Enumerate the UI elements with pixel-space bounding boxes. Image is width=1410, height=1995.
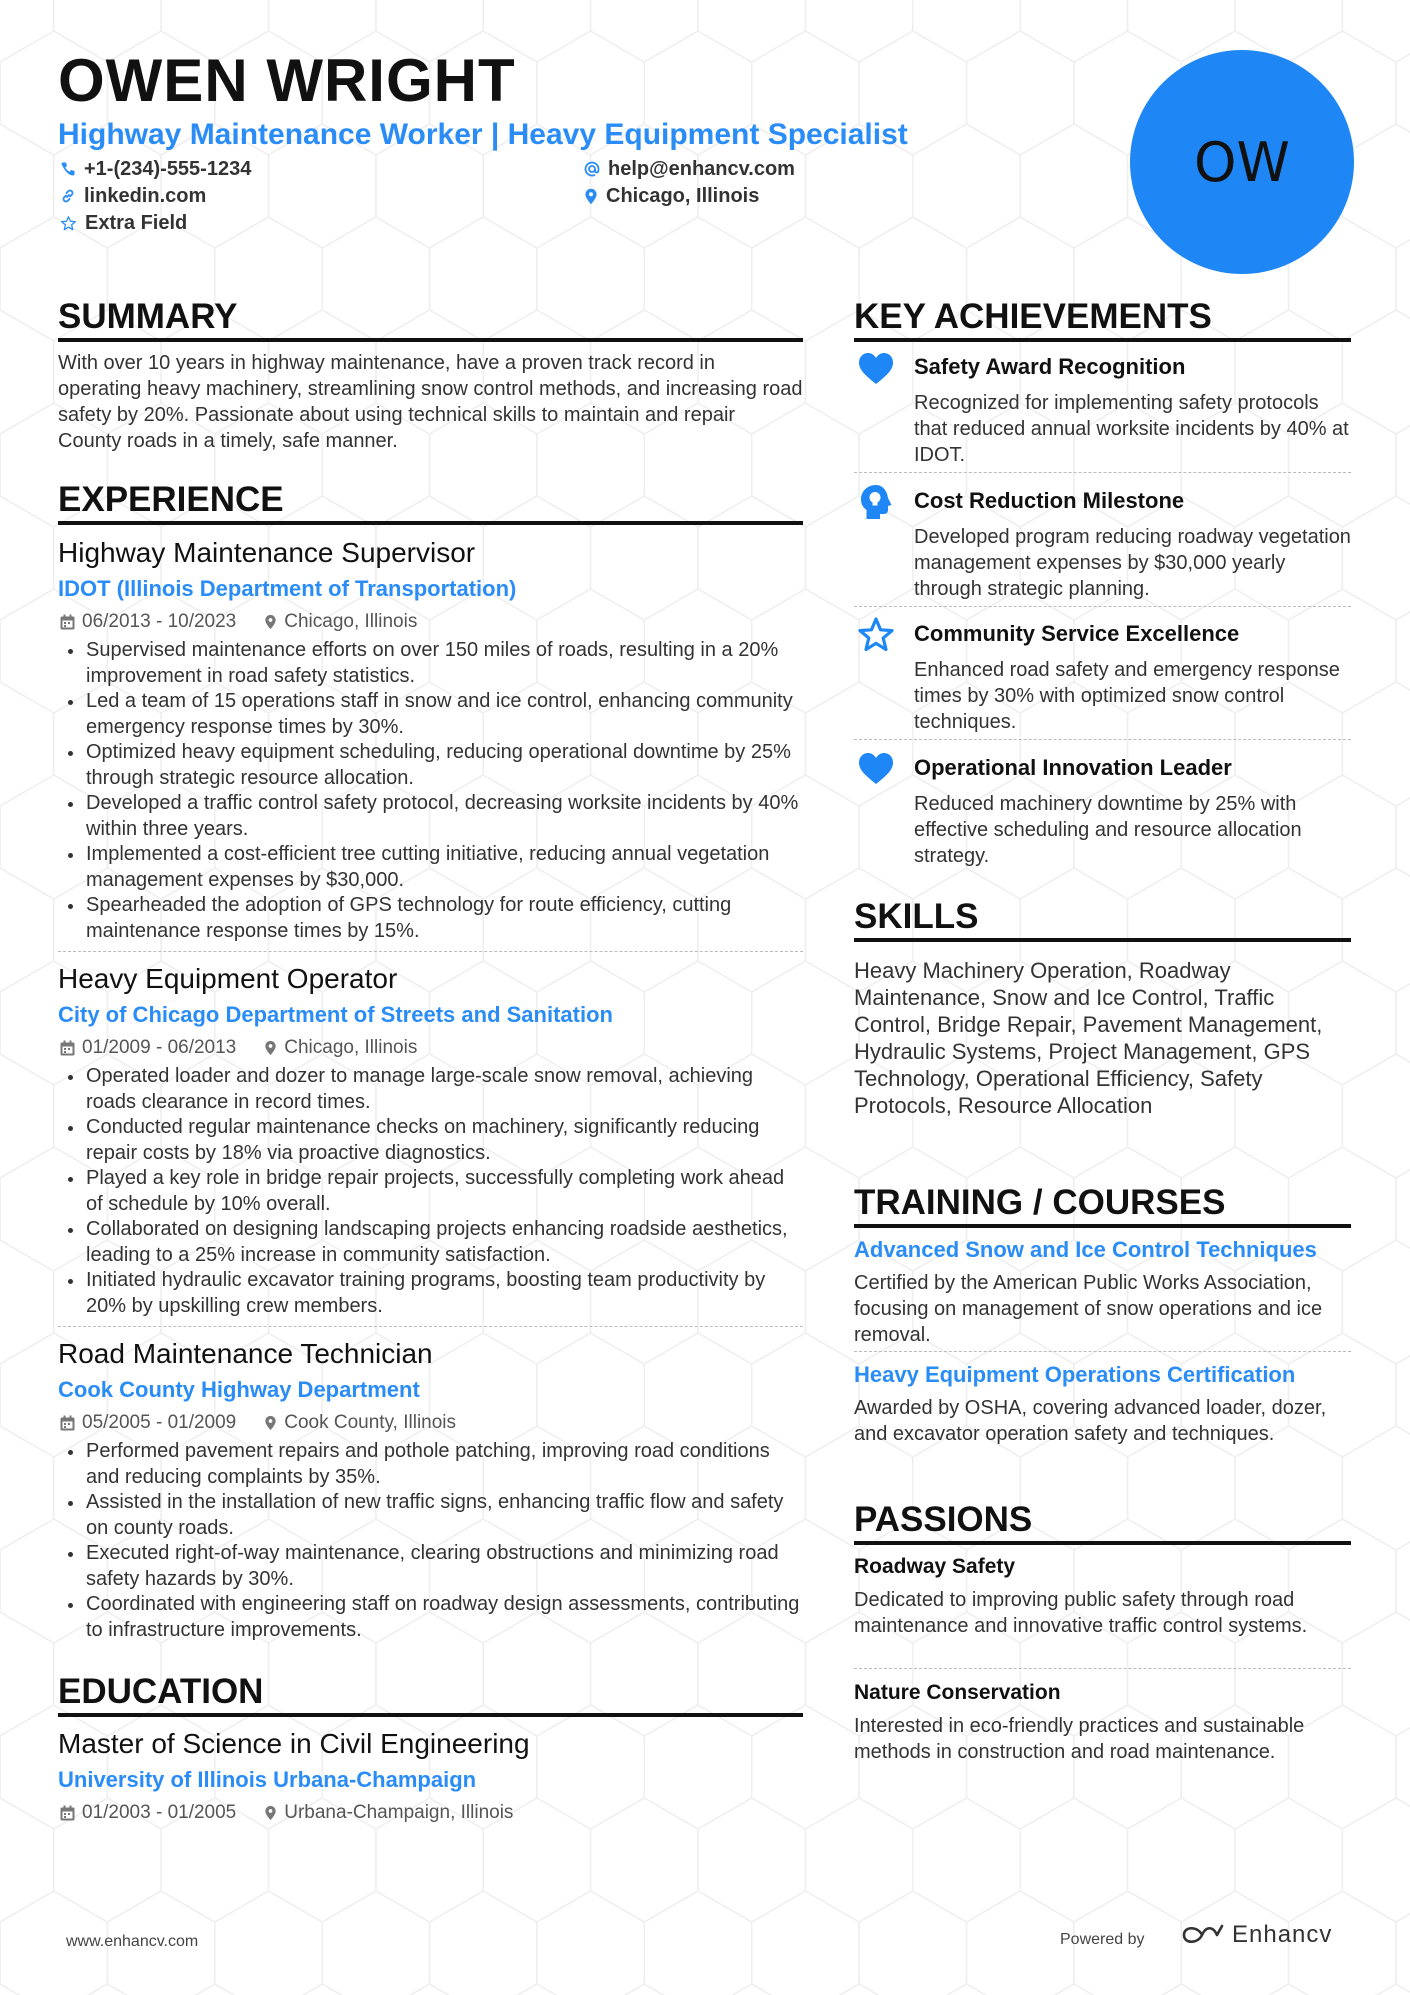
achievement-separator: [854, 472, 1351, 473]
location-pin-icon: [264, 1805, 277, 1821]
hexagon-shape: [376, 1984, 483, 1995]
hexagon-shape: [430, 217, 537, 341]
hexagon-shape: [0, 1984, 54, 1995]
education-meta: [60, 1801, 513, 1825]
training-text: Certified by the American Public Works Association, focusing on management of snow operations and ice removal.: [854, 1272, 1323, 1346]
job-bullets: [58, 638, 803, 944]
hexagon-shape: [1128, 1798, 1235, 1922]
list-item: Developed a traffic control safety protocol, decreasing worksite incidents by 40% within three years.: [58, 791, 803, 842]
hexagon-shape: [1342, 1984, 1410, 1995]
experience-heading: EXPERIENCE: [58, 480, 284, 519]
hexagon-shape: [0, 496, 54, 620]
hexagon-shape: [698, 496, 805, 620]
list-item: Led a team of 15 operations staff in snow and ice control, enhancing community emergency response times by 30%.: [58, 689, 803, 740]
education-location: [264, 1801, 513, 1825]
hexagon-shape: [591, 0, 698, 62]
hexagon-shape: [752, 217, 859, 341]
hexagon-shape: [0, 868, 54, 992]
hexagon-shape: [913, 1798, 1020, 1922]
achievements-heading: KEY ACHIEVEMENTS: [854, 297, 1212, 336]
list-item: Conducted regular maintenance checks on machinery, significantly reducing repair costs by 18% via proactive diagnostics.: [58, 1115, 803, 1166]
heart-icon: [856, 749, 896, 789]
hexagon-shape: [1342, 1240, 1410, 1364]
hexagon-shape: [1020, 1984, 1127, 1995]
list-item: Performed pavement repairs and pothole patching, improving road conditions and reducing complaints by 35%.: [58, 1439, 803, 1490]
training-title: Heavy Equipment Operations Certification: [854, 1362, 1296, 1387]
hexagon-shape: [805, 1984, 912, 1995]
experience-divider: [58, 521, 803, 525]
job-location-text: Chicago, Illinois: [284, 611, 418, 632]
contact-location: [584, 183, 759, 209]
achievement-separator: [854, 606, 1351, 607]
list-item: Supervised maintenance efforts on over 150 miles of roads, resulting in a 20% improvement in road safety statistics.: [58, 638, 803, 689]
passion-text: Dedicated to improving public safety through road maintenance and innovative traffic control systems.: [854, 1589, 1308, 1637]
footer-brand[interactable]: [1180, 1920, 1332, 1950]
location-text: Chicago, Illinois: [606, 185, 760, 207]
contact-linkedin[interactable]: [60, 183, 206, 209]
training-title: Advanced Snow and Ice Control Techniques: [854, 1237, 1317, 1262]
training-divider: [854, 1224, 1351, 1228]
avatar-initials: OW: [1194, 130, 1290, 194]
list-item: Initiated hydraulic excavator training programs, boosting team productivity by 20% by upskilling crew members.: [58, 1268, 803, 1319]
list-item: Coordinated with engineering staff on roadway design assessments, contributing to infrastructure improvements.: [58, 1592, 803, 1643]
job-bullets: [58, 1439, 803, 1643]
hexagon-shape: [591, 496, 698, 620]
job-separator: [58, 1326, 803, 1327]
education-location-text: Urbana-Champaign, Illinois: [284, 1802, 514, 1823]
linkedin-text: linkedin.com: [84, 185, 207, 207]
at-icon: [584, 161, 600, 177]
phone-text: +1-(234)-555-1234: [84, 158, 252, 180]
job-location-text: Cook County, Illinois: [284, 1412, 457, 1433]
list-item: Collaborated on designing landscaping projects enhancing roadside aesthetics, leading to a 25% increase in community satisfaction.: [58, 1217, 803, 1268]
hexagon-shape: [161, 1984, 268, 1995]
candidate-name: OWEN WRIGHT: [58, 47, 516, 114]
achievement-text: Reduced machinery downtime by 25% with effective scheduling and resource allocation strategy.: [914, 793, 1302, 867]
achievement-title: Safety Award Recognition: [914, 354, 1186, 379]
skills-text: Heavy Machinery Operation, Roadway Maintenance, Snow and Ice Control, Traffic Control, Bridge Repair, Pavement Management, Hydraulic Systems, Project Management, GPS Technology, Operational Efficiency, Safety Protocols, Resource Allocation: [854, 958, 1323, 1118]
hexagon-shape: [215, 1891, 322, 1995]
list-item: Spearheaded the adoption of GPS technology for route efficiency, cutting maintenance response times by 15%.: [58, 893, 803, 944]
passion-separator: [854, 1668, 1351, 1669]
email-text: help@enhancv.com: [608, 158, 795, 180]
hexagon-shape: [1396, 961, 1410, 1085]
job-dates: 06/2013 - 10/2023: [82, 611, 237, 632]
hexagon-shape: [591, 1798, 698, 1922]
hexagon-shape: [537, 1891, 644, 1995]
job-dates: 05/2005 - 01/2009: [82, 1412, 237, 1433]
summary-text: With over 10 years in highway maintenance, have a proven track record in operating heavy machinery, streamlining snow control methods, and increasing road safety by 20%. Passionate about using technical skills to maintain and repair County roads in a timely, safe manner.: [58, 352, 803, 452]
hexagon-shape: [0, 1426, 54, 1550]
calendar-icon: [60, 1805, 75, 1821]
hexagon-shape: [1396, 1891, 1410, 1995]
job-title: Heavy Equipment Operator: [58, 963, 398, 994]
achievement-title: Community Service Excellence: [914, 621, 1240, 646]
heart-icon: [856, 349, 896, 389]
hexagon-shape: [0, 0, 54, 62]
job-title: Highway Maintenance Supervisor: [58, 537, 476, 568]
hexagon-shape: [1396, 217, 1410, 341]
hexagon-shape: [913, 1984, 1020, 1995]
hexagon-shape: [1235, 1984, 1342, 1995]
hexagon-shape: [1342, 1798, 1410, 1922]
hexagon-shape: [1342, 1054, 1410, 1178]
hexagon-shape: [269, 1984, 376, 1995]
hexagon-shape: [591, 1984, 698, 1995]
location-pin-icon: [264, 1415, 277, 1431]
star-outline-icon: [60, 215, 77, 232]
school-name: University of Illinois Urbana-Champaign: [58, 1767, 477, 1792]
list-item: Executed right-of-way maintenance, clearing obstructions and minimizing road safety hazards by 30%.: [58, 1541, 803, 1592]
footer-brand-name: Enhancv: [1232, 1921, 1333, 1948]
education-divider: [58, 1713, 803, 1717]
list-item: Implemented a cost-efficient tree cutting initiative, reducing annual vegetation management expenses by $30,000.: [58, 842, 803, 893]
hexagon-shape: [1396, 403, 1410, 527]
job-meta: [60, 1411, 456, 1435]
hexagon-shape: [1020, 1798, 1127, 1922]
enhancv-logo-icon: [1180, 1920, 1226, 1950]
job-meta: [60, 1036, 417, 1060]
footer-powered-by: Powered by: [1060, 1931, 1145, 1948]
hexagon-shape: [1396, 589, 1410, 713]
list-item: Operated loader and dozer to manage large-scale snow removal, achieving roads clearance in record times.: [58, 1064, 803, 1115]
passions-heading: PASSIONS: [854, 1500, 1033, 1539]
calendar-icon: [60, 1040, 75, 1056]
achievement-title: Operational Innovation Leader: [914, 755, 1232, 780]
job-company: Cook County Highway Department: [58, 1377, 420, 1402]
job-dates: 01/2009 - 06/2013: [82, 1037, 237, 1058]
passion-text: Interested in eco-friendly practices and sustainable methods in construction and road maintenance.: [854, 1715, 1305, 1763]
hexagon-shape: [0, 124, 54, 248]
location-pin-icon: [264, 1040, 277, 1056]
achievement-text: Recognized for implementing safety protocols that reduced annual worksite incidents by 40% at IDOT.: [914, 392, 1349, 466]
hexagon-shape: [483, 1984, 590, 1995]
avatar: [1130, 50, 1354, 274]
hexagon-shape: [967, 31, 1074, 155]
hexagon-shape: [698, 1984, 805, 1995]
passion-title: Roadway Safety: [854, 1555, 1016, 1578]
job-location: [264, 1411, 456, 1435]
hexagon-shape: [805, 1798, 912, 1922]
hexagon-shape: [1020, 124, 1127, 248]
job-bullets: [58, 1064, 803, 1319]
hexagon-shape: [0, 1612, 54, 1736]
contact-phone[interactable]: [60, 156, 251, 182]
hexagon-shape: [322, 217, 429, 341]
hexagon-shape: [805, 0, 912, 62]
degree-title: Master of Science in Civil Engineering: [58, 1728, 530, 1759]
job-title: Road Maintenance Technician: [58, 1338, 433, 1369]
list-item: Optimized heavy equipment scheduling, reducing operational downtime by 25% through strategic resource allocation.: [58, 740, 803, 791]
hexagon-shape: [0, 310, 54, 434]
footer-website[interactable]: www.enhancv.com: [66, 1933, 199, 1950]
extra-text: Extra Field: [85, 212, 188, 234]
contact-email[interactable]: [584, 156, 795, 182]
hexagon-shape: [0, 682, 54, 806]
hexagon-shape: [1235, 1798, 1342, 1922]
hexagon-shape: [0, 1240, 54, 1364]
hexagon-shape: [644, 1705, 751, 1829]
summary-heading: SUMMARY: [58, 297, 238, 336]
phone-icon: [60, 161, 76, 177]
hexagon-shape: [1396, 1147, 1410, 1271]
training-heading: TRAINING / COURSES: [854, 1183, 1226, 1222]
passion-title: Nature Conservation: [854, 1681, 1061, 1704]
hexagon-shape: [1342, 868, 1410, 992]
hexagon-shape: [644, 1891, 751, 1995]
summary-divider: [58, 338, 803, 342]
candidate-title: Highway Maintenance Worker | Heavy Equipment Specialist: [58, 118, 908, 151]
hexagon-shape: [698, 0, 805, 62]
hexagon-shape: [1342, 0, 1410, 62]
hexagon-shape: [54, 1984, 161, 1995]
location-pin-icon: [264, 614, 277, 630]
hexagon-shape: [1396, 31, 1410, 155]
star-icon: [856, 615, 896, 655]
hexagon-shape: [537, 217, 644, 341]
achievement-text: Developed program reducing roadway vegetation management expenses by $30,000 yearly through strategic planning.: [914, 526, 1351, 600]
achievement-separator: [854, 739, 1351, 740]
job-location: [264, 1036, 417, 1060]
hexagon-shape: [0, 1054, 54, 1178]
achievements-divider: [854, 338, 1351, 342]
hexagon-shape: [752, 1705, 859, 1829]
achievement-title: Cost Reduction Milestone: [914, 488, 1185, 513]
achievement-text: Enhanced road safety and emergency response times by 30% with optimized snow control techniques.: [914, 659, 1340, 733]
job-company: City of Chicago Department of Streets and Sanitation: [58, 1002, 613, 1027]
education-dates: 01/2003 - 01/2005: [82, 1802, 237, 1823]
hexagon-shape: [1396, 1705, 1410, 1829]
hexagon-shape: [752, 1891, 859, 1995]
hexagon-shape: [644, 217, 751, 341]
head-bulb-icon: [856, 482, 896, 522]
hexagon-shape: [322, 1891, 429, 1995]
hexagon-shape: [1396, 1333, 1410, 1457]
calendar-icon: [60, 1415, 75, 1431]
hexagon-shape: [1342, 1426, 1410, 1550]
skills-heading: SKILLS: [854, 897, 979, 936]
education-heading: EDUCATION: [58, 1672, 264, 1711]
hexagon-shape: [859, 1891, 966, 1995]
hexagon-shape: [1342, 1612, 1410, 1736]
job-company: IDOT (Illinois Department of Transportation): [58, 576, 517, 601]
job-meta: [60, 610, 417, 634]
skills-divider: [854, 938, 1351, 942]
job-location-text: Chicago, Illinois: [284, 1037, 418, 1058]
training-text: Awarded by OSHA, covering advanced loader, dozer, and excavator operation safety and techniques.: [854, 1397, 1327, 1445]
hexagon-shape: [1396, 775, 1410, 899]
link-icon: [60, 188, 76, 204]
hexagon-shape: [430, 1891, 537, 1995]
hexagon-shape: [537, 1705, 644, 1829]
hexagon-shape: [913, 124, 1020, 248]
location-pin-icon: [584, 188, 598, 205]
list-item: Played a key role in bridge repair projects, successfully completing work ahead of schedule by 10% overall.: [58, 1166, 803, 1217]
list-item: Assisted in the installation of new traffic signs, enhancing traffic flow and safety on county roads.: [58, 1490, 803, 1541]
calendar-icon: [60, 614, 75, 630]
passions-divider: [854, 1541, 1351, 1545]
hexagon-shape: [0, 1798, 54, 1922]
hexagon-shape: [1128, 1984, 1235, 1995]
hexagon-shape: [1020, 0, 1127, 62]
training-separator: [854, 1351, 1351, 1352]
hexagon-shape: [1396, 1519, 1410, 1643]
contact-extra: [60, 210, 187, 236]
job-location: [264, 610, 417, 634]
hexagon-shape: [967, 1891, 1074, 1995]
job-separator: [58, 951, 803, 952]
hexagon-shape: [698, 1798, 805, 1922]
hexagon-shape: [913, 0, 1020, 62]
